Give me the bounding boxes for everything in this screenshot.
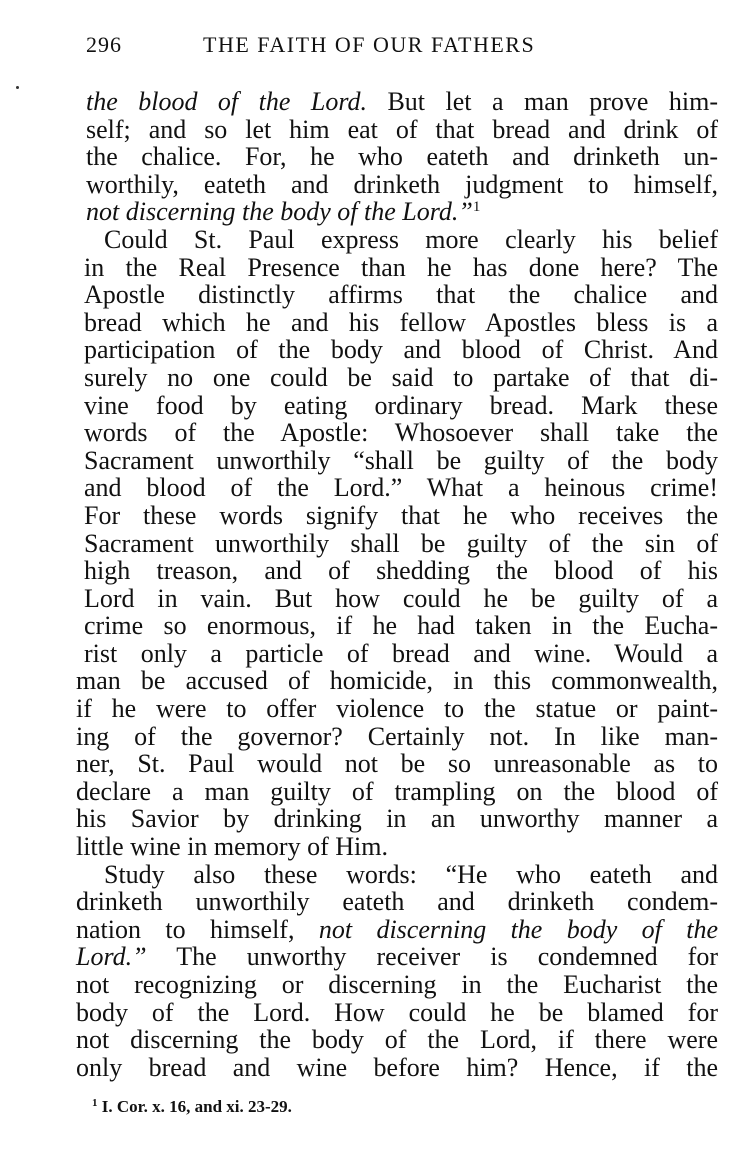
text-line: not discerning the body of the Lord, if there were: [76, 1025, 718, 1055]
text-line: ner, St. Paul would not be so unreasonable as to: [76, 749, 718, 779]
italic-phrase: Lord.”: [76, 942, 147, 972]
footnote: [92, 1097, 292, 1117]
text-line: rist only a particle of bread and wine. Would a: [84, 638, 718, 668]
text-line: worthily, eateth and drinketh judgment to himself,: [86, 169, 718, 199]
text-line: [76, 943, 718, 971]
text-span: But let a man prove him-: [366, 87, 718, 116]
page-number: 296: [86, 32, 122, 57]
text-line: participation of the body and blood of Christ. And: [84, 335, 718, 365]
text-line: [76, 916, 718, 944]
text-line: the chalice. For, he who eateth and drinketh un-: [86, 142, 718, 172]
text-line: surely no one could be said to partake of that di-: [84, 362, 718, 392]
text-line: man be accused of homicide, in this commonwealth,: [76, 666, 718, 696]
text-line: in the Real Presence than he has done here? The: [84, 252, 718, 282]
text-line: Study also these words: “He who eateth and: [104, 859, 718, 889]
italic-phrase: the blood of the Lord.: [86, 87, 367, 116]
text-line: drinketh unworthily eateth and drinketh condem-: [76, 887, 718, 917]
text-span: The unworthy receiver is condemned for: [146, 942, 718, 972]
page-header: [86, 32, 726, 62]
text-line: Sacrament unworthily “shall be guilty of the body: [84, 445, 718, 475]
body-text: [76, 88, 718, 1081]
text-line: crime so enormous, if he had taken in the Eucha-: [84, 611, 718, 641]
text-line: and blood of the Lord.” What a heinous crime!: [84, 473, 718, 503]
text-span: nation to himself,: [76, 914, 319, 944]
text-line: Apostle distinctly affirms that the chalice and: [84, 280, 718, 310]
text-line: only bread and wine before him? Hence, if the: [76, 1052, 718, 1082]
italic-phrase: not discerning the body of the Lord.”: [86, 197, 473, 227]
text-line: his Savior by drinking in an unworthy manner a: [76, 804, 718, 834]
text-line: self; and so let him eat of that bread and drink of: [86, 114, 718, 144]
running-title: THE FAITH OF OUR FATHERS: [203, 32, 536, 57]
text-line: bread which he and his fellow Apostles bless is a: [84, 307, 718, 337]
footnote-reference: 1: [472, 199, 481, 216]
footnote-text: I. Cor. x. 16, and xi. 23-29.: [97, 1097, 292, 1116]
text-line: Lord in vain. But how could he be guilty of a: [84, 583, 718, 613]
text-line: ing of the governor? Certainly not. In like man-: [76, 721, 718, 751]
text-line: declare a man guilty of trampling on the blood of: [76, 776, 718, 806]
text-line: [76, 198, 718, 226]
stray-ink-dot: [16, 86, 19, 89]
footnote-marker: 1: [92, 1097, 98, 1109]
text-line: [76, 88, 718, 116]
text-line: high treason, and of shedding the blood of his: [84, 556, 718, 586]
text-line: body of the Lord. How could he be blamed for: [76, 997, 718, 1027]
italic-phrase: not discerning the body of the: [318, 914, 719, 944]
text-line: little wine in memory of Him.: [76, 832, 388, 862]
text-line: if he were to offer violence to the statue or paint-: [76, 694, 718, 724]
text-line: Sacrament unworthily shall be guilty of the sin of: [84, 528, 718, 558]
text-line: words of the Apostle: Whosoever shall take the: [84, 418, 718, 448]
text-line: Could St. Paul express more clearly his belief: [104, 224, 718, 254]
text-line: vine food by eating ordinary bread. Mark these: [84, 390, 718, 420]
text-line: not recognizing or discerning in the Eucharist the: [76, 970, 718, 999]
text-line: For these words signify that he who receives the: [84, 500, 718, 530]
